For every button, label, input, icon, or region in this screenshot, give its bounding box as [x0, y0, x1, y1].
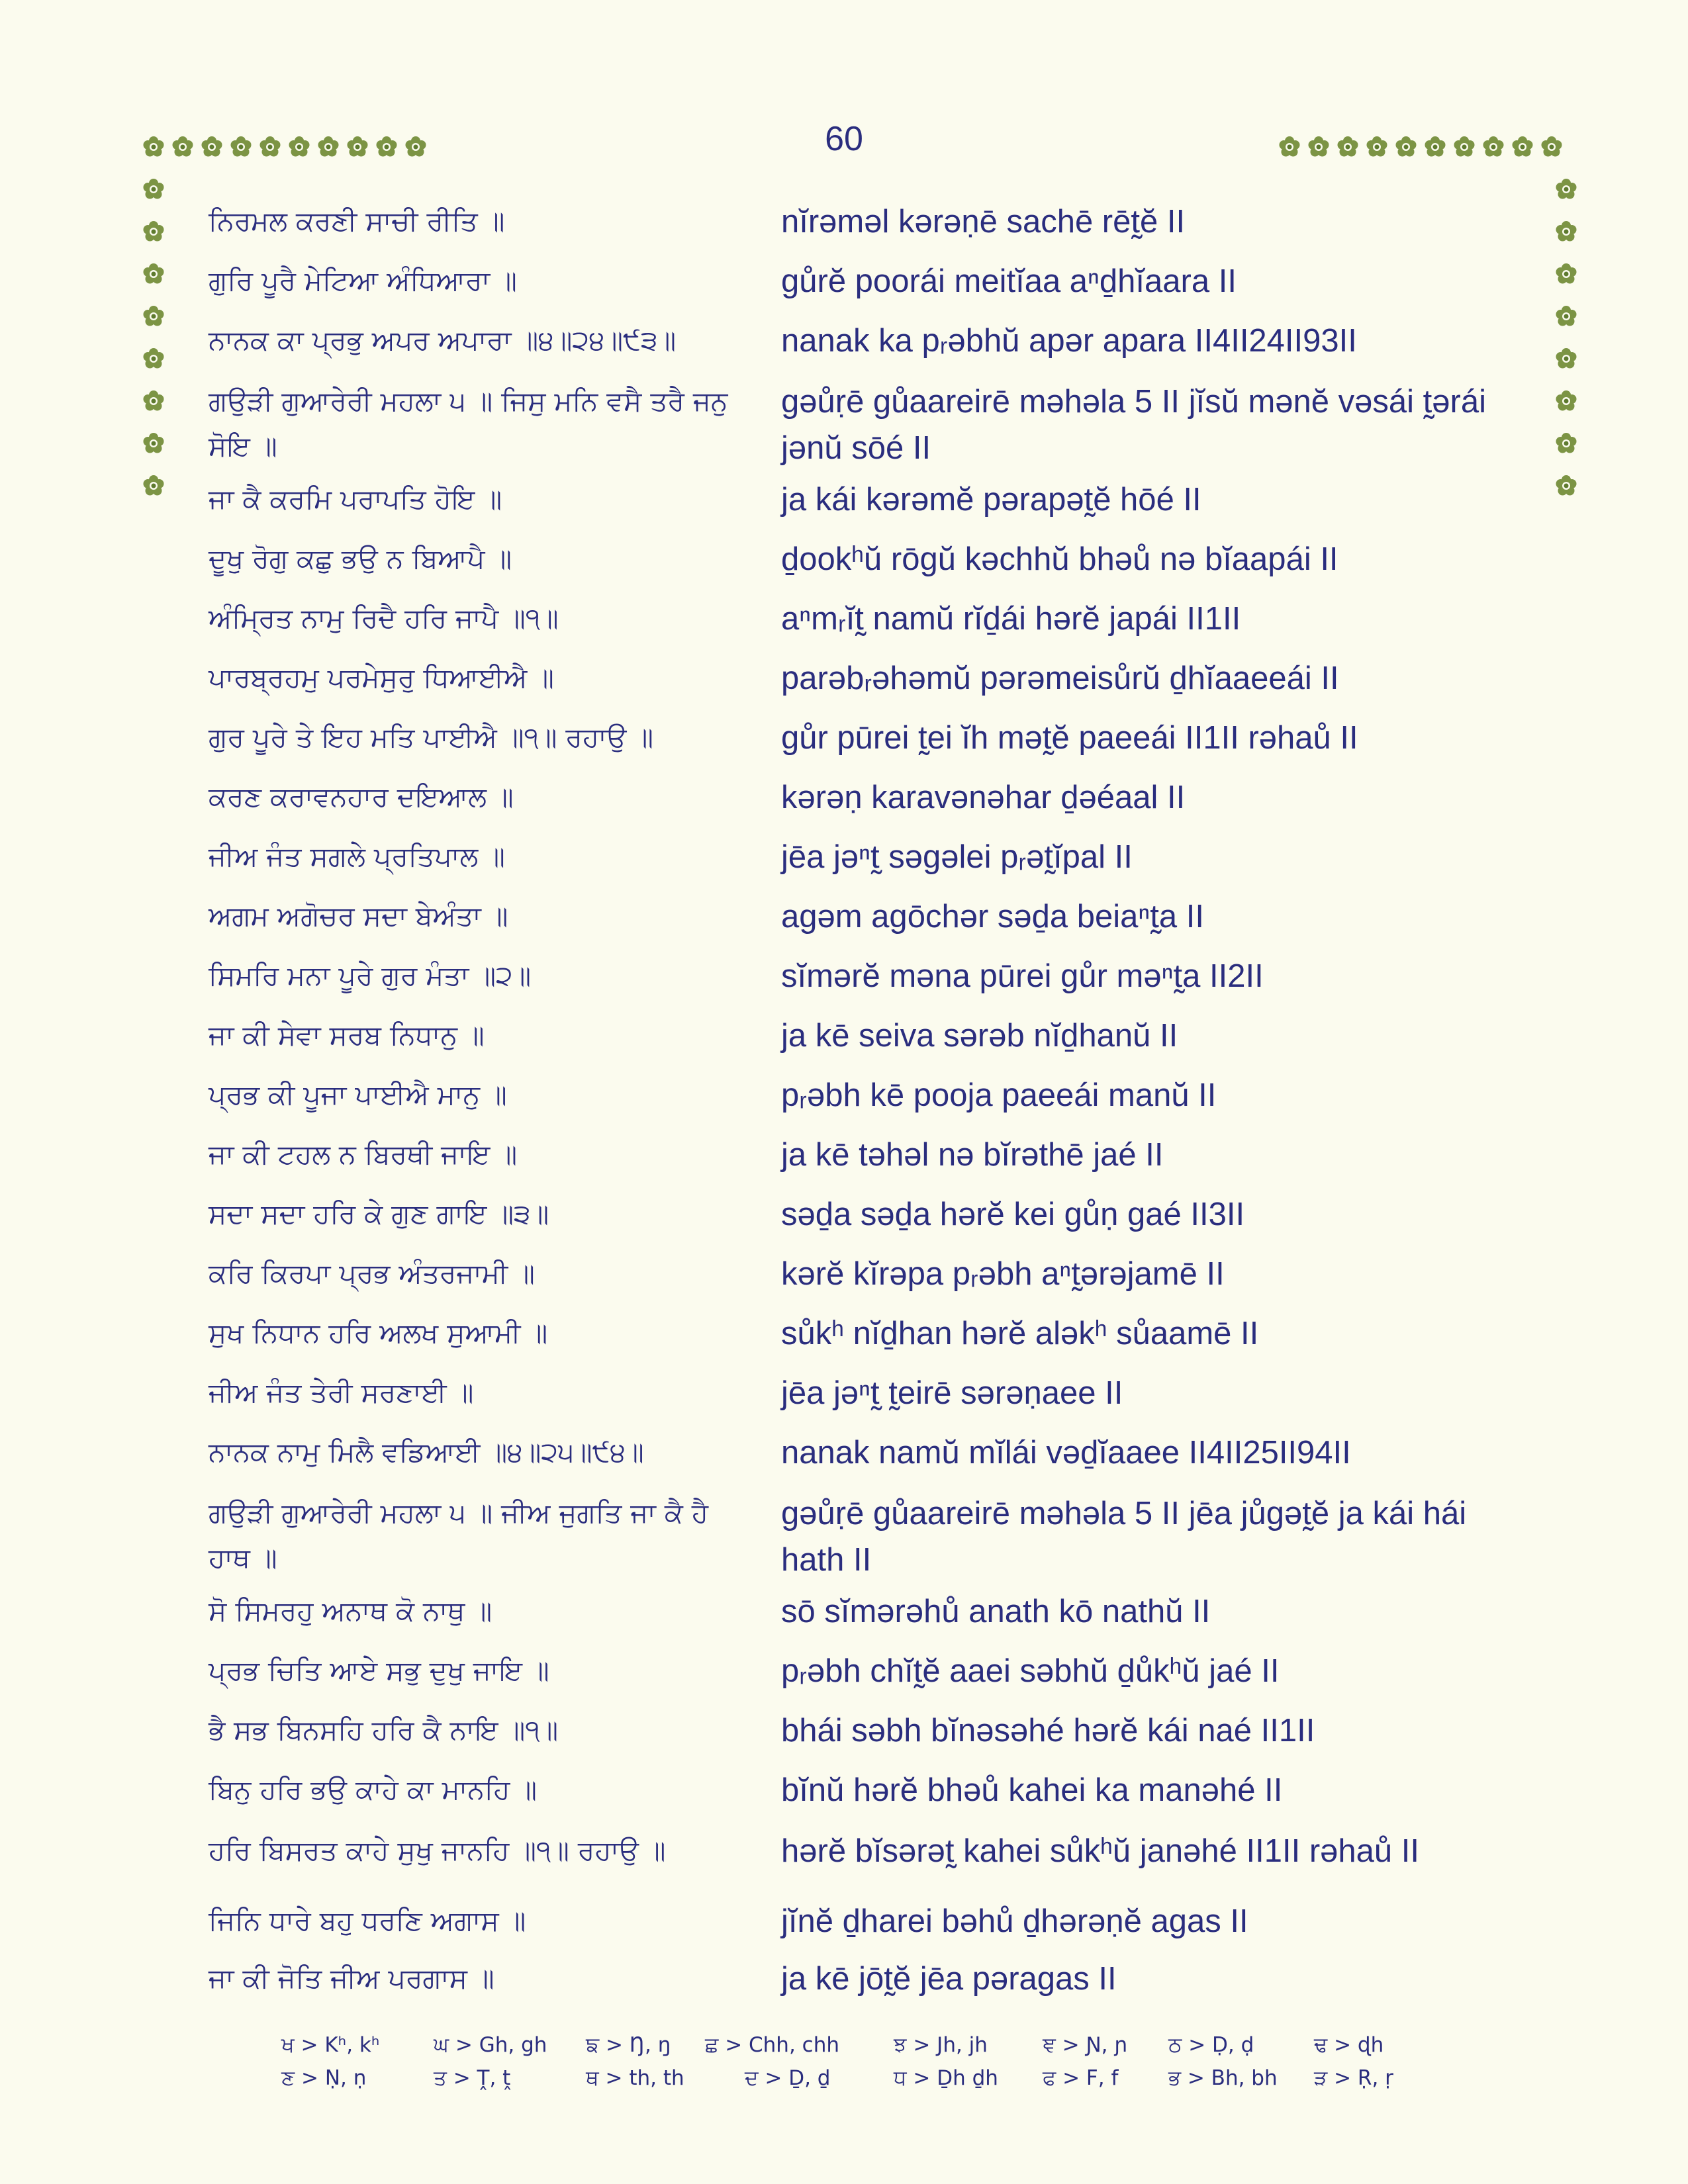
legend-item: ਭ > Bh, bh: [1168, 2066, 1278, 2090]
legend-item: ਝ > Jh, jh: [894, 2033, 988, 2057]
gurmukhi-line: ਗੁਰਿ ਪੂਰੈ ਮੇਟਿਆ ਅੰਧਿਆਰਾ ॥: [209, 265, 517, 296]
legend-item: ਥ > th, th: [586, 2066, 684, 2090]
gurmukhi-line: ਗਉੜੀ ਗੁਆਰੇਰੀ ਮਹਲਾ ੫ ॥ ਜਿਸੁ ਮਨਿ ਵਸੈ ਤਰੈ ਜਨੁ ਸੋਇ ॥: [209, 385, 728, 462]
page-number: 60: [825, 120, 863, 158]
transliteration-line: gəůṛē gůaareirē məhəla 5 II jēa jůgət̰ĕ ja kái hái hath II: [781, 1496, 1467, 1578]
transliteration-line: bĭnŭ hərĕ bhəů kahei ka manəhé II: [781, 1772, 1283, 1808]
flower-icon: [1556, 433, 1577, 453]
legend-item: ਙ > Ŋ, ŋ: [586, 2033, 671, 2057]
transliteration-line: hərĕ bĭsərət̰ kahei sůkʰŭ janəhé II1II rəhaů II: [781, 1833, 1419, 1869]
flower-icon: [144, 475, 164, 496]
transliteration-line: ja kē təhəl nə bĭrəthē jaé II: [781, 1137, 1164, 1173]
gurmukhi-line: ਜਾ ਕੀ ਟਹਲ ਨ ਬਿਰਥੀ ਜਾਇ ॥: [209, 1138, 518, 1170]
transliteration-line: gůrĕ poorái meitĭaa aⁿḏhĭaara II: [781, 263, 1237, 299]
transliteration-line: jĭnĕ ḏharei bəhů ḏhərəṇĕ agas II: [781, 1903, 1248, 1939]
gurmukhi-line: ਪਾਰਬ੍ਰਹਮੁ ਪਰਮੇਸੁਰੁ ਧਿਆਈਐ ॥: [209, 662, 554, 694]
flower-icon: [1556, 221, 1577, 242]
legend-item: ਠ > Ḍ, ḍ: [1168, 2033, 1254, 2057]
flower-icon: [1556, 390, 1577, 411]
gurmukhi-line: ਬਿਨੁ ਹਰਿ ਭਉ ਕਾਹੇ ਕਾ ਮਾਨਹਿ ॥: [209, 1774, 538, 1805]
transliteration-line: agəm agōchər səḏa beiaⁿt̰a II: [781, 899, 1204, 934]
flower-icon: [144, 390, 164, 411]
transliteration-line: səḏa səḏa hərĕ kei gůṇ gaé II3II: [781, 1197, 1245, 1232]
transliteration-line: ja kē seiva sərəb nĭḏhanŭ II: [781, 1018, 1178, 1054]
flower-icon: [144, 306, 164, 326]
gurmukhi-line: ਅਗਮ ਅਗੋਚਰ ਸਦਾ ਬੇਅੰਤਾ ॥: [209, 900, 508, 932]
gurmukhi-line: ਸਿਮਰਿ ਮਨਾ ਪੂਰੇ ਗੁਰ ਮੰਤਾ ॥੨॥: [209, 960, 532, 991]
gurmukhi-line: ਪ੍ਰਭ ਕੀ ਪੂਜਾ ਪਾਈਐ ਮਾਨੁ ॥: [209, 1079, 507, 1111]
gurmukhi-line: ਜੀਅ ਜੰਤ ਸਗਲੇ ਪ੍ਰਤਿਪਾਲ ॥: [209, 841, 505, 872]
gurmukhi-line: ਅੰਮ੍ਰਿਤ ਨਾਮੁ ਰਿਦੈ ਹਰਿ ਜਾਪੈ ॥੧॥: [209, 602, 559, 634]
transliteration-line: gůr pūrei t̰ei ĭh mət̰ĕ paeeái II1II rəhaů II: [781, 720, 1358, 756]
legend-item: ਦ > Ḏ, ḏ: [745, 2066, 831, 2090]
legend-item: ਞ > Ɲ, ɲ: [1043, 2033, 1128, 2057]
transliteration-line: sůkʰ nĭḏhan hərĕ aləkʰ sůaamē II: [781, 1316, 1259, 1351]
transliteration-line: ja kái kərəmĕ pərapət̰ĕ hōé II: [781, 482, 1201, 518]
legend-item: ਘ > Gh, gh: [434, 2033, 547, 2057]
gurmukhi-line: ਨਾਨਕ ਨਾਮੁ ਮਿਲੈ ਵਡਿਆਈ ॥੪॥੨੫॥੯੪॥: [209, 1436, 644, 1468]
gurmukhi-line: ਜੀਅ ਜੰਤ ਤੇਰੀ ਸਰਣਾਈ ॥: [209, 1377, 474, 1408]
gurmukhi-line: ਜਾ ਕੀ ਸੇਵਾ ਸਰਬ ਨਿਧਾਨੁ ॥: [209, 1019, 485, 1051]
legend-item: ਛ > Chh, chh: [705, 2033, 840, 2057]
transliteration-line: gəůṛē gůaareirē məhəla 5 II jĭsŭ mənĕ vəsái t̰ərái jənŭ sōé II: [781, 384, 1486, 466]
transliteration-line: jēa jəⁿt̰ səgəlei pᵣət̰ĭpal II: [781, 839, 1133, 875]
gurmukhi-line: ਕਰਿ ਕਿਰਪਾ ਪ੍ਰਭ ਅੰਤਰਜਾਮੀ ॥: [209, 1257, 535, 1289]
gurmukhi-line: ਭੈ ਸਭ ਬਿਨਸਹਿ ਹਰਿ ਕੈ ਨਾਇ ॥੧॥: [209, 1714, 559, 1746]
transliteration-line: sĭmərĕ məna pūrei gůr məⁿt̰a II2II: [781, 958, 1264, 994]
gurmukhi-line: ਨਿਰਮਲ ਕਰਣੀ ਸਾਚੀ ਰੀਤਿ ॥: [209, 205, 505, 237]
transliteration-line: pᵣəbh kē pooja paeeái manŭ II: [781, 1077, 1217, 1113]
gurmukhi-line: ਹਰਿ ਬਿਸਰਤ ਕਾਹੇ ਸੁਖੁ ਜਾਨਹਿ ॥੧॥ ਰਹਾਉ ॥: [209, 1835, 666, 1866]
flower-icon: [1556, 348, 1577, 369]
legend-item: ਣ > Ṇ, ṇ: [281, 2066, 367, 2090]
flower-icon: [144, 348, 164, 369]
transliteration-line: aⁿmᵣĭt̰ namŭ rĭḏái hərĕ japái II1II: [781, 601, 1241, 637]
flower-icon: [1556, 306, 1577, 326]
legend-item: ਧ > Ḏh ḏh: [894, 2066, 998, 2090]
legend-item: ੜ > Ṛ, ṛ: [1314, 2066, 1393, 2090]
legend-item: ਢ > ɖh: [1314, 2033, 1384, 2057]
transliteration-line: pᵣəbh chĭt̰ĕ aaei səbhŭ ḏůkʰŭ jaé II: [781, 1653, 1280, 1689]
legend-item: ਤ > Ṱ, ṱ: [434, 2066, 511, 2090]
gurmukhi-line: ਕਰਣ ਕਰਾਵਨਹਾਰ ਦਇਆਲ ॥: [209, 781, 514, 813]
flower-icon: [144, 263, 164, 284]
gurmukhi-line: ਪ੍ਰਭ ਚਿਤਿ ਆਏ ਸਭੁ ਦੁਖੁ ਜਾਇ ॥: [209, 1655, 549, 1686]
gurmukhi-line: ਜਾ ਕੀ ਜੋਤਿ ਜੀਅ ਪਰਗਾਸ ॥: [209, 1962, 494, 1994]
flower-icon: [1556, 179, 1577, 199]
transliteration-line: ḏookʰŭ rōgŭ kəchhŭ bhəů nə bĭaapái II: [781, 541, 1338, 577]
gurmukhi-line: ਗਉੜੀ ਗੁਆਰੇਰੀ ਮਹਲਾ ੫ ॥ ਜੀਅ ਜੁਗਤਿ ਜਾ ਕੈ ਹੈ ਹਾਥ ॥: [209, 1497, 709, 1574]
flower-icon: [1556, 475, 1577, 496]
gurmukhi-line: ਸਦਾ ਸਦਾ ਹਰਿ ਕੇ ਗੁਣ ਗਾਇ ॥੩॥: [209, 1198, 549, 1230]
legend-item: ਫ > F, f: [1043, 2066, 1119, 2090]
transliteration-line: parəbᵣəhəmŭ pərəmeisůrŭ ḏhĭaaeeái II: [781, 660, 1339, 696]
gurmukhi-line: ਨਾਨਕ ਕਾ ਪ੍ਰਭੁ ਅਪਰ ਅਪਾਰਾ ॥੪॥੨੪॥੯੩॥: [209, 324, 677, 356]
transliteration-line: nanak ka pᵣəbhŭ apər apara II4II24II93II: [781, 323, 1357, 359]
transliteration-line: kərəṇ karavənəhar ḏəéaal II: [781, 780, 1186, 815]
flower-icon: [144, 179, 164, 199]
transliteration-line: sō sĭmərəhů anath kō nathŭ II: [781, 1594, 1211, 1629]
legend-item: ਖ > Kʰ, kʰ: [281, 2033, 380, 2057]
transliteration-line: bhái səbh bĭnəsəhé hərĕ kái naé II1II: [781, 1713, 1315, 1749]
flower-icon: [144, 433, 164, 453]
flower-icon: [144, 221, 164, 242]
gurmukhi-line: ਦੂਖੁ ਰੋਗੁ ਕਛੁ ਭਉ ਨ ਬਿਆਪੈ ॥: [209, 543, 512, 574]
transliteration-line: kərĕ kĭrəpa pᵣəbh aⁿt̰ərəjamē II: [781, 1256, 1225, 1292]
gurmukhi-line: ਸੋ ਸਿਮਰਹੁ ਅਨਾਥ ਕੋ ਨਾਥੁ ॥: [209, 1595, 492, 1627]
transliteration-line: nĭrəməl kərəṇē sachē rēt̰ĕ II: [781, 204, 1186, 240]
flower-icon: [1556, 263, 1577, 284]
transliteration-line: jēa jəⁿt̰ t̰eirē sərəṇaee II: [781, 1375, 1123, 1411]
transliteration-line: nanak namŭ mĭlái vəḏĭaaee II4II25II94II: [781, 1435, 1351, 1471]
transliteration-line: ja kē jōt̰ĕ jēa pəragas II: [781, 1961, 1117, 1997]
gurmukhi-line: ਜਿਨਿ ਧਾਰੇ ਬਹੁ ਧਰਣਿ ਅਗਾਸ ॥: [209, 1905, 526, 1936]
gurmukhi-line: ਗੁਰ ਪੂਰੇ ਤੇ ਇਹ ਮਤਿ ਪਾਈਐ ॥੧॥ ਰਹਾਉ ॥: [209, 721, 654, 753]
gurmukhi-line: ਜਾ ਕੈ ਕਰਮਿ ਪਰਾਪਤਿ ਹੋਇ ॥: [209, 483, 502, 515]
gurmukhi-line: ਸੁਖ ਨਿਧਾਨ ਹਰਿ ਅਲਖ ਸੁਆਮੀ ॥: [209, 1317, 548, 1349]
